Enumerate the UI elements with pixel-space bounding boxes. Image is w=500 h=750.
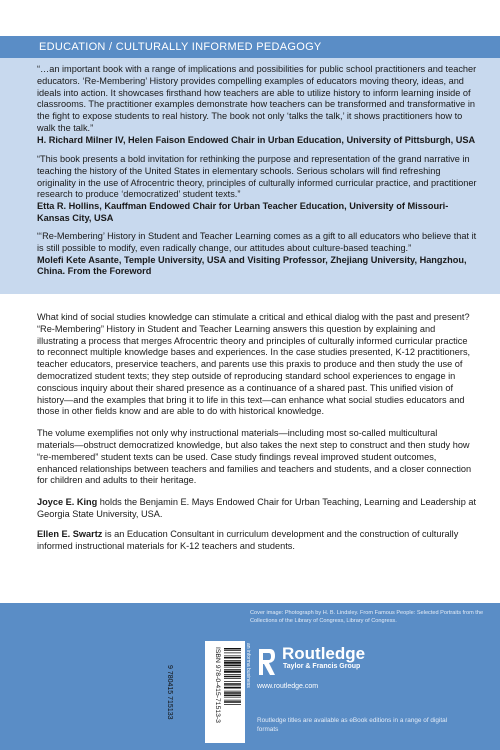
routledge-logo-icon [256,647,276,677]
endorsement [37,64,477,147]
barcode-bar [224,687,241,689]
publisher-name: Routledge [282,644,366,663]
category-bar [0,36,500,58]
description-paragraph: What kind of social studies knowledge can stimulate a critical and ethical dialog with the past and present? “Re-Membering” History in Student and Teacher Learning answers this question by explaining and illustrating a process that merges Afrocentric theory and principles of culturally informed curricular practice to reconnect multiple knowledge bases and experiences. In the case studies presented, K-12 practitioners, teacher educators, preservice teachers, and parents use this praxis to produce and then study the use of democratized student texts; they step outside of reproducing standard school experiences to engage in conscious inquiry about their shared presence as a continuance of a shared past. This unified vision of history—and the examples that bring it to life in this text—can enhance what social studies educators and those in other fields know and are able to do with historical knowledge. [37,312,471,417]
author-bio [37,497,477,521]
barcode-bar [224,660,241,661]
barcode-bar [224,671,241,673]
barcode-bar [224,648,241,650]
barcode-bar [224,662,241,664]
description-paragraph: The volume exemplifies not only why instructional materials—including most so-called multicultural materials—obstruct democratized knowledge, but also takes the next step to construct and then study how “re-membered” student texts can be used. Case study findings reveal improved student outcomes, enhanced relationships between teachers and families and teachers and students, and a closer connection for children and adults to their heritage. [37,428,472,486]
cover-credit: Cover image: Photograph by H. B. Lindsley. From Famous People: Selected Portraits from the Collections of the Library of Congress, Library of Congress. [250,610,484,624]
informa-text: an informa business [245,643,251,688]
barcode-bar [224,669,241,670]
barcode-bar [224,676,241,678]
barcode-bar [224,692,241,694]
endorsement [37,231,477,278]
barcode-bar [224,686,241,687]
barcode-digits-text: 9 780415 715133 [166,665,173,720]
barcode-bar [224,650,241,651]
barcode-bar [224,695,241,697]
endorsement [37,154,477,225]
category-label: EDUCATION / CULTURALLY INFORMED PEDAGOGY [39,41,322,53]
barcode-bar [224,665,241,667]
barcode-bar [224,683,241,685]
description [37,312,477,560]
endorsement-attribution: H. Richard Milner IV, Helen Faison Endowed Chair in Urban Education, University of Pittsburgh, USA [37,134,476,145]
barcode-bar [224,656,241,657]
author-name: Joyce E. King [37,497,98,508]
barcode-bar [224,701,241,703]
endorsement-text: “This book presents a bold invitation for rethinking the purpose and representation of the grand narrative in teaching the history of the United States in elementary schools. Serious scholars will find refreshing originality in the use of Afrocentric theory, principles of culturally informed curricular practice, and practitioner research to produce ‘democratized’ student texts.” [37,154,477,200]
barcode-bar [224,674,241,675]
endorsements-panel [0,58,500,294]
barcode-bar [224,697,241,698]
endorsement-text: “‘Re-Membering’ History in Student and Teacher Learning comes as a gift to all educators who believe that it is still possible to modify, even radically change, our attitudes about culture-based teaching.” [37,231,477,253]
publisher-group: Taylor & Francis Group [283,663,361,670]
endorsement-attribution: Molefi Kete Asante, Temple University, USA and Visiting Professor, Zhejiang University, Hangzhou, China. From the Foreword [37,254,467,277]
author-bio-text: holds the Benjamin E. Mays Endowed Chair for Urban Teaching, Learning and Leadership at Georgia State University, USA. [37,497,477,519]
barcode-bar [224,678,241,679]
barcode-bar [224,691,241,692]
author-bio-text: is an Education Consultant in curriculum development and the construction of culturally informed instructional materials for K-12 teachers and students. [37,528,459,551]
barcode [224,647,241,739]
barcode-bar [224,704,241,705]
author-name: Ellen E. Swartz [37,528,103,539]
informa-tab [245,641,251,743]
barcode-bar [224,653,241,654]
barcode-bar [224,700,241,701]
barcode-digits [163,663,203,743]
author-bio [37,529,477,553]
publisher-url: www.routledge.com [257,683,319,690]
publisher-footer [0,603,500,750]
endorsement-attribution: Etta R. Hollins, Kauffman Endowed Chair for Urban Teacher Education, University of Missouri-Kansas City, USA [37,201,449,223]
isbn [209,647,225,739]
barcode-bar [224,667,241,668]
barcode-bar [224,681,241,682]
top-margin [0,0,500,36]
barcode-bar [224,657,241,659]
ebook-note: Routledge titles are available as eBook editions in a range of digital formats [257,717,448,733]
isbn-text: ISBN 978-0-415-71513-3 [214,647,221,723]
endorsement-text: “…an important book with a range of implications and possibilities for public school practitioners and teacher educators. ‘Re-Membering’ History provides compelling examples of educators moving theory, ideas, and ideals into action. It showcases firsthand how teachers are able to utilize history to inform learning inside of classrooms. The practitioner examples demonstrate how teachers can be transformed and transformative in the fight to expose students to real history. The book not only ‘talks the talk,’ it shows practitioners how to walk the talk.” [37,64,477,133]
